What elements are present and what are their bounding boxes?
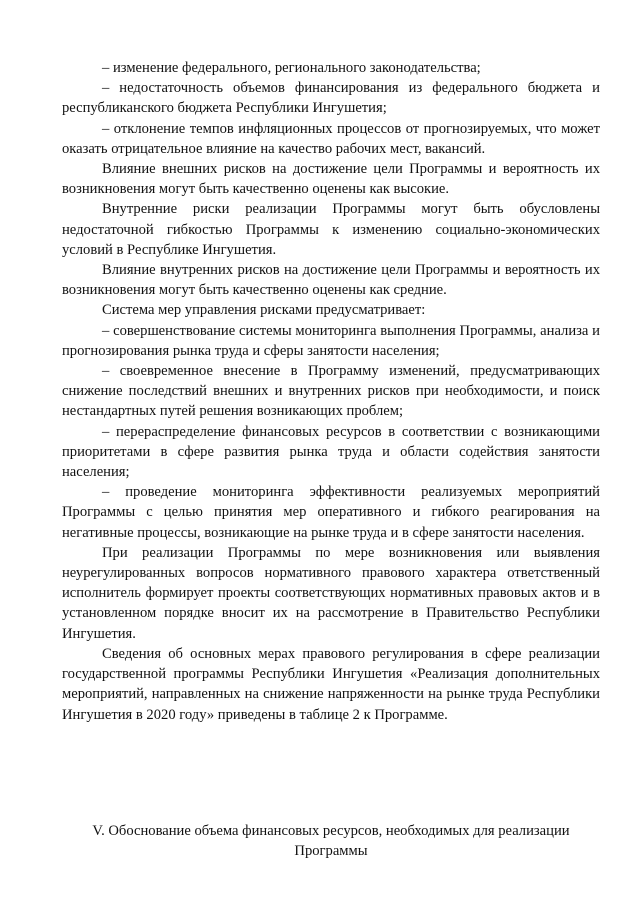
paragraph-timely-changes: – своевременное внесение в Программу изменений, предусматривающих снижение последствий внешних и внутренних рисков при необходимости, и поиск нестандартных путей решения возникающих проблем; — [62, 363, 600, 420]
section-heading — [62, 821, 600, 861]
paragraph-funding-shortage: – недостаточность объемов финансирования из федерального бюджета и республиканского бюджета Республики Ингушетия; — [62, 80, 600, 117]
paragraph-internal-risks: Внутренние риски реализации Программы могут быть обусловлены недостаточной гибкостью Программы к изменению социально-экономических условий в Республике Ингушетия. — [62, 201, 600, 258]
paragraph-external-risks-assessment: Влияние внешних рисков на достижение цели Программы и вероятность их возникновения могут быть качественно оценены как высокие. — [62, 161, 600, 198]
paragraph-efficiency-monitoring: – проведение мониторинга эффективности реализуемых мероприятий Программы с целью принятия мер оперативного и гибкого реагирования на негативные процессы, возникающие на рынке труда и в сфере занятости населения. — [62, 484, 600, 541]
paragraph-monitoring-improvement: – совершенствование системы мониторинга выполнения Программы, анализа и прогнозирования рынка труда и сферы занятости населения; — [62, 322, 600, 359]
paragraph-risk-management-system: Система мер управления рисками предусматривает: — [102, 302, 426, 319]
paragraph-internal-risks-assessment: Влияние внутренних рисков на достижение цели Программы и вероятность их возникновения могут быть качественно оценены как средние. — [62, 262, 600, 299]
paragraph-legal-regulation-info: Сведения об основных мерах правового регулирования в сфере реализации государственной программы Республики Ингушетия «Реализация дополнительных мероприятий, направленных на снижение напряженности на рынке труда Республики Ингушетия в 2020 году» приведены в таблице 2 к Программе. — [62, 645, 600, 723]
paragraph-legislation-change: – изменение федерального, регионального законодательства; — [102, 60, 481, 76]
section-heading-line2: Программы — [294, 843, 368, 860]
paragraph-inflation-deviation: – отклонение темпов инфляционных процессов от прогнозируемых, что может оказать отрицательное влияние на качество рабочих мест, вакансий. — [62, 120, 600, 157]
document-body — [62, 58, 600, 725]
paragraph-legal-issues: При реализации Программы по мере возникновения или выявления неурегулированных вопросов нормативного правового характера ответственный исполнитель формирует проекты соответствующих нормативных правовых актов и в установленном порядке вносит их на рассмотрение в Правительство Республики Ингушетия. — [62, 544, 600, 642]
paragraph-resource-redistribution: – перераспределение финансовых ресурсов в соответствии с возникающими приоритетами в сфере развития рынка труда и области содействия занятости населения; — [62, 423, 600, 481]
section-heading-line1: V. Обоснование объема финансовых ресурсов, необходимых для реализации — [92, 823, 570, 839]
